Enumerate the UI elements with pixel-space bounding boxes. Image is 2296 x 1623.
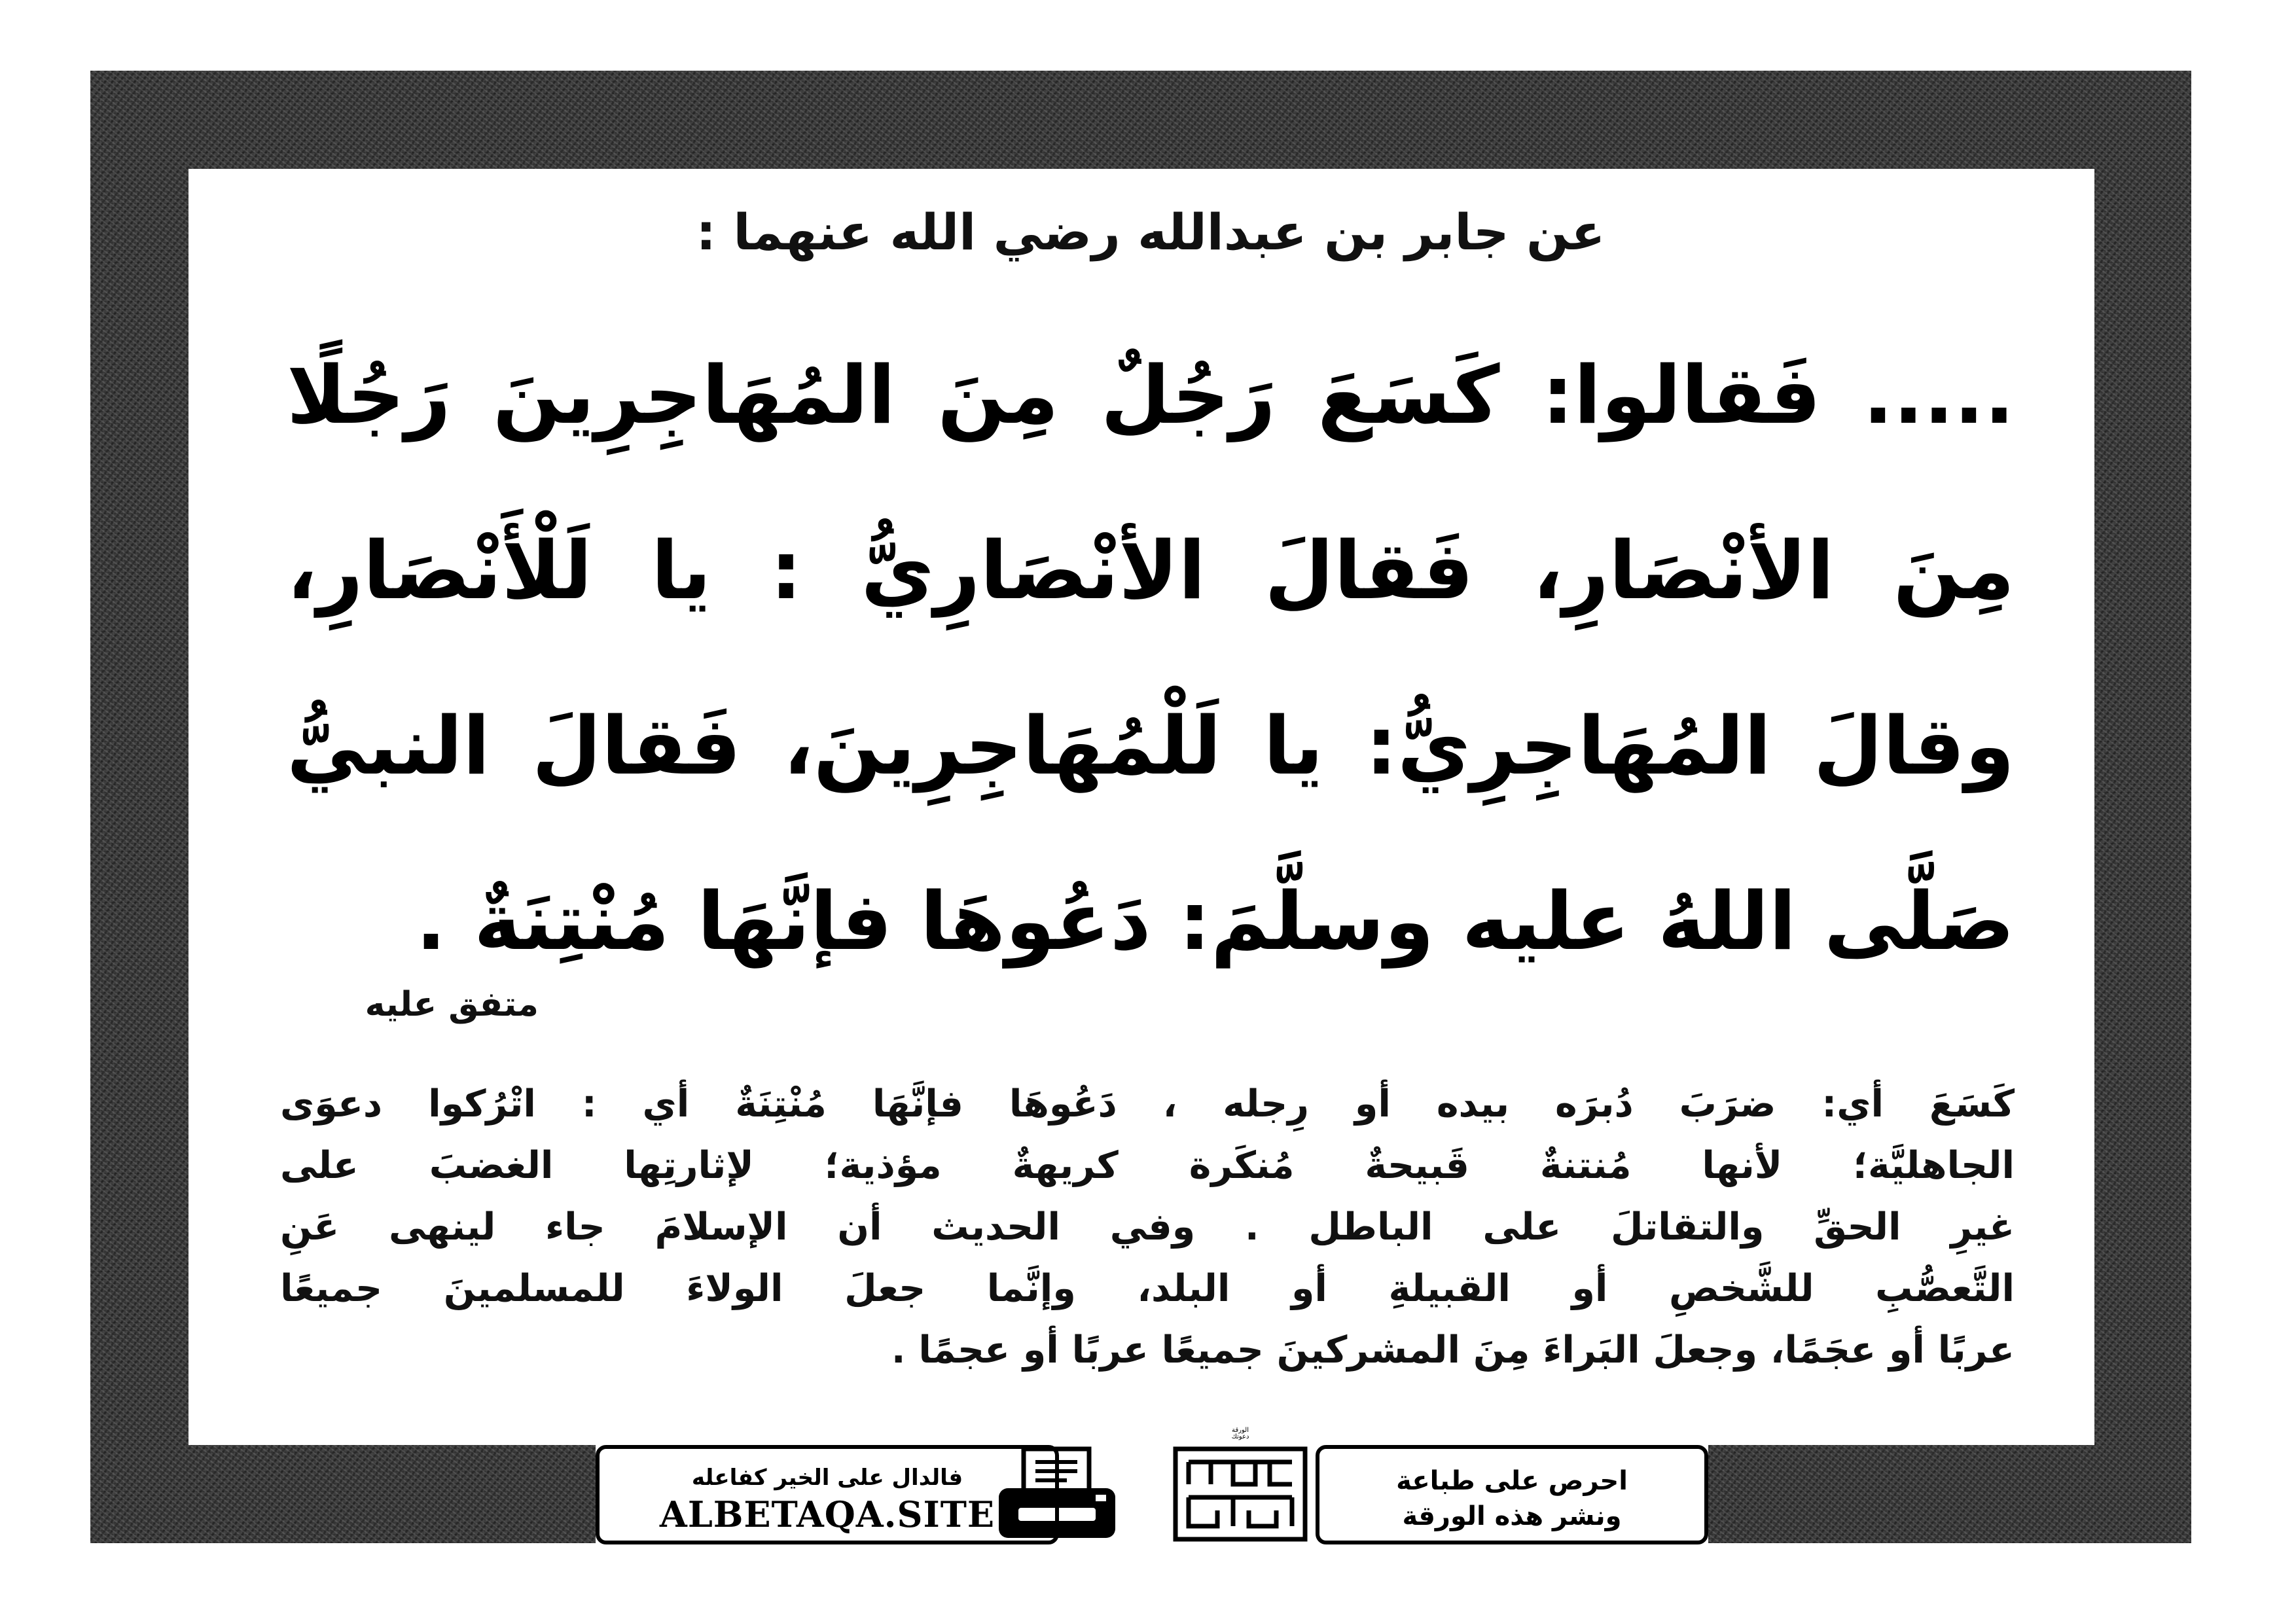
hadith-line: ..... فَقالوا: كَسَعَ رَجُلٌ مِنَ المُهَاجِرِينَ رَجُلًا — [287, 349, 2015, 442]
print-reminder-line: احرص على طباعة — [1396, 1466, 1628, 1496]
hadith-line: صَلَّى اللهُ عليه وسلَّمَ: دَعُوهَا فإنَّهَا مُنْتِنَةٌ . — [416, 875, 2015, 968]
hadith-text — [287, 308, 2015, 1009]
commentary-line: التَّعصُّبِ للشَّخصِ أو القبيلةِ أو البلد، وإنَّما جعلَ الولاءَ للمسلمينَ جميعًا — [280, 1267, 2015, 1310]
hadith-line: مِنَ الأنْصَارِ، فَقالَ الأنْصَارِيُّ : يا لَلْأَنْصَارِ، — [287, 524, 2015, 617]
commentary-text — [280, 1073, 2015, 1381]
narrator-line: عن جابر بن عبدالله رضي الله عنهما : — [696, 203, 1605, 261]
footer-bar — [596, 1427, 1708, 1550]
website-tagline: فالدال على الخير كفاعله — [691, 1465, 963, 1491]
hadith-line: وقالَ المُهَاجِرِيُّ: يا لَلْمُهَاجِرِينَ، فَقالَ النبيُّ — [287, 700, 2015, 793]
hadith-source: متفق عليه — [365, 985, 539, 1024]
website-box — [596, 1445, 1059, 1544]
commentary-line: غيرِ الحقِّ والتقاتلَ على الباطل . وفي الحديث أن الإسلامَ جاء لينهى عَنِ — [280, 1205, 2015, 1249]
website-link[interactable]: ALBETAQA.SITE — [659, 1493, 996, 1535]
commentary-line: الجاهليَّة؛ لأنها مُنتنةٌ قَبيحةٌ مُنكَرة كريهةٌ مؤذية؛ لإثارتِها الغضبَ على — [280, 1144, 2015, 1187]
commentary-line: عربًا أو عجَمًا، وجعلَ البَراءَ مِنَ المشركينَ جميعًا عربًا أو عجمًا . — [891, 1329, 2015, 1372]
commentary-line: كَسَعَ أي: ضرَبَ دُبرَه بيده أو رِجله ، دَعُوهَا فإنَّهَا مُنْتِنَةٌ أي : اتْرُكوا دعوَى — [280, 1082, 2015, 1126]
kufic-logo — [1172, 1427, 1309, 1543]
logo-text: دعوتك — [1231, 1433, 1249, 1440]
print-reminder-box — [1316, 1445, 1708, 1544]
print-reminder-line: ونشر هذه الورقة — [1402, 1501, 1622, 1531]
logo-text: الورقة — [1232, 1427, 1249, 1434]
